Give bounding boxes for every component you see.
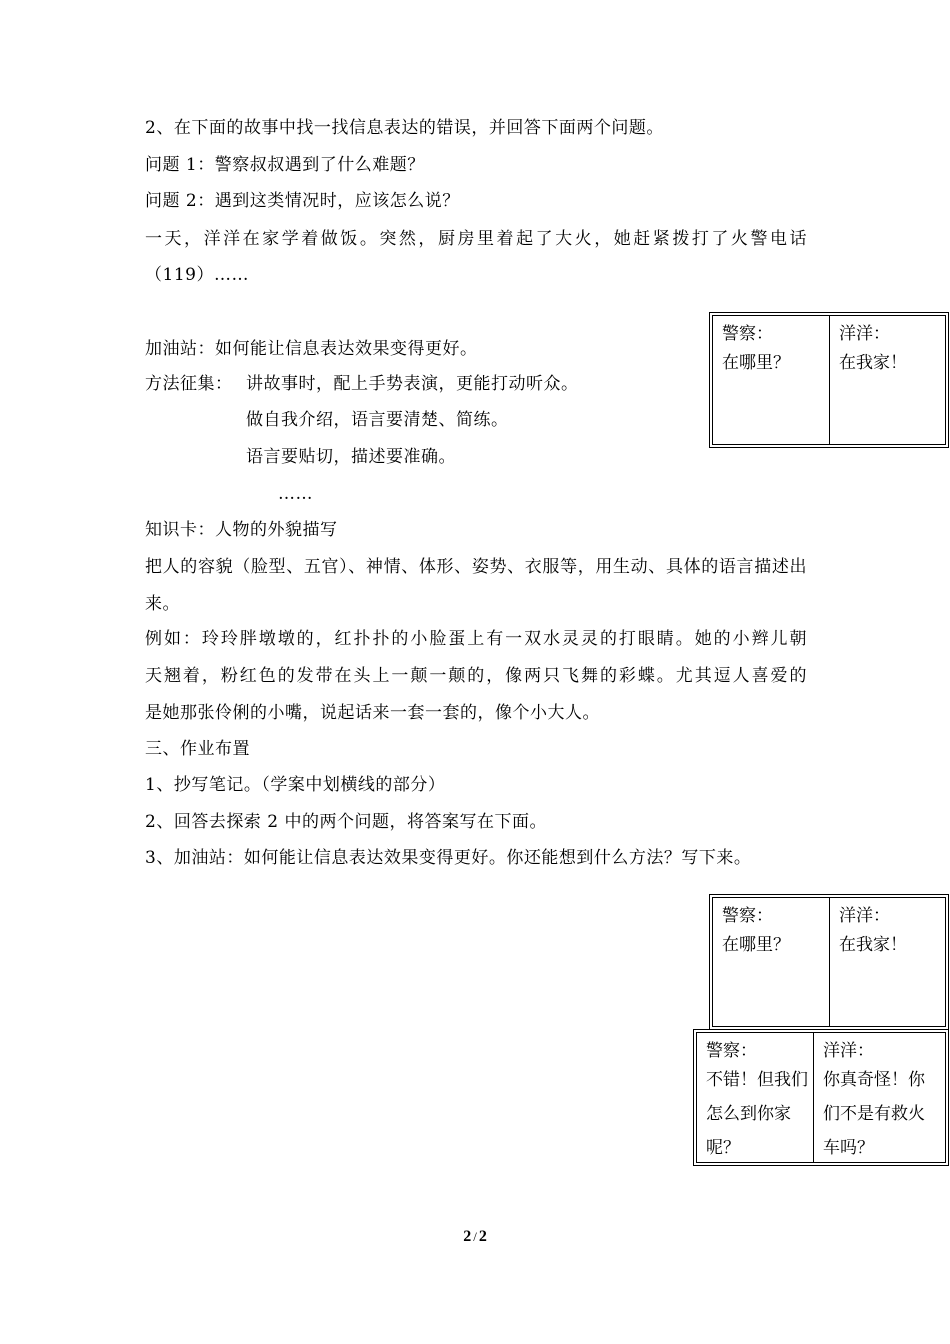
knowledge-line-2: 来。 bbox=[145, 594, 180, 614]
police-speaker: 警察： bbox=[706, 1041, 757, 1061]
task2-intro: 2、在下面的故事中找一找信息表达的错误，并回答下面两个问题。 bbox=[145, 118, 664, 138]
dialog-box-2 bbox=[709, 894, 949, 1030]
page-separator: / bbox=[473, 1229, 477, 1244]
methods-ellipsis: …… bbox=[278, 484, 313, 504]
story-line-2: （119）…… bbox=[145, 265, 249, 285]
dialog-yangyang-cell bbox=[830, 898, 945, 1026]
homework-item-2: 2、回答去探索 2 中的两个问题，将答案写在下面。 bbox=[145, 812, 547, 832]
yangyang-line: 在我家！ bbox=[839, 935, 907, 955]
yangyang-line: 在我家！ bbox=[839, 353, 907, 373]
dialog-police-cell bbox=[697, 1033, 814, 1162]
police-line: 在哪里？ bbox=[722, 935, 790, 955]
police-line: 在哪里？ bbox=[722, 353, 790, 373]
police-speaker: 警察： bbox=[722, 324, 773, 344]
story-line-1: 一天，洋洋在家学着做饭。突然，厨房里着起了大火，她赶紧拨打了火警电话 bbox=[145, 229, 807, 249]
task2-question-2: 问题 2：遇到这类情况时，应该怎么说？ bbox=[145, 191, 460, 211]
dialog-box-3 bbox=[693, 1029, 949, 1166]
yangyang-speaker: 洋洋： bbox=[823, 1041, 874, 1061]
knowledge-line-1: 把人的容貌（脸型、五官）、神情、体形、姿势、衣服等，用生动、具体的语言描述出 bbox=[145, 557, 807, 577]
homework-title: 三、作业布置 bbox=[145, 739, 250, 759]
yangyang-speaker: 洋洋： bbox=[839, 324, 890, 344]
method-2: 做自我介绍，语言要清楚、简练。 bbox=[246, 410, 509, 430]
methods-label: 方法征集： bbox=[145, 374, 233, 394]
dialog-police-cell bbox=[713, 316, 830, 444]
knowledge-title: 知识卡：人物的外貌描写 bbox=[145, 520, 338, 540]
dialog-yangyang-cell bbox=[814, 1033, 945, 1162]
example-line-3: 是她那张伶俐的小嘴，说起话来一套一套的，像个小大人。 bbox=[145, 703, 600, 723]
dialog-box-1 bbox=[709, 312, 949, 448]
example-line-1: 例如：玲玲胖墩墩的，红扑扑的小脸蛋上有一双水灵灵的打眼睛。她的小辫儿朝 bbox=[145, 629, 807, 649]
page-current: 2 bbox=[463, 1228, 472, 1245]
task2-question-1: 问题 1：警察叔叔遇到了什么难题？ bbox=[145, 155, 425, 175]
method-1: 讲故事时，配上手势表演，更能打动听众。 bbox=[246, 374, 579, 394]
page-number bbox=[0, 1228, 950, 1246]
page-total: 2 bbox=[478, 1228, 487, 1245]
police-line: 不错！但我们怎么到你家呢？ bbox=[706, 1070, 808, 1158]
homework-item-1: 1、抄写笔记。（学案中划横线的部分） bbox=[145, 775, 446, 795]
homework-item-3: 3、加油站：如何能让信息表达效果变得更好。你还能想到什么方法？写下来。 bbox=[145, 848, 752, 868]
method-3: 语言要贴切，描述要准确。 bbox=[246, 447, 456, 467]
dialog-yangyang-cell bbox=[830, 316, 945, 444]
example-line-2: 天翘着，粉红色的发带在头上一颠一颠的，像两只飞舞的彩蝶。尤其逗人喜爱的 bbox=[145, 666, 807, 686]
yangyang-speaker: 洋洋： bbox=[839, 906, 890, 926]
police-speaker: 警察： bbox=[722, 906, 773, 926]
dialog-police-cell bbox=[713, 898, 830, 1026]
yangyang-line: 你真奇怪！你们不是有救火车吗？ bbox=[823, 1070, 925, 1158]
jiayou-title: 加油站：如何能让信息表达效果变得更好。 bbox=[145, 339, 478, 359]
